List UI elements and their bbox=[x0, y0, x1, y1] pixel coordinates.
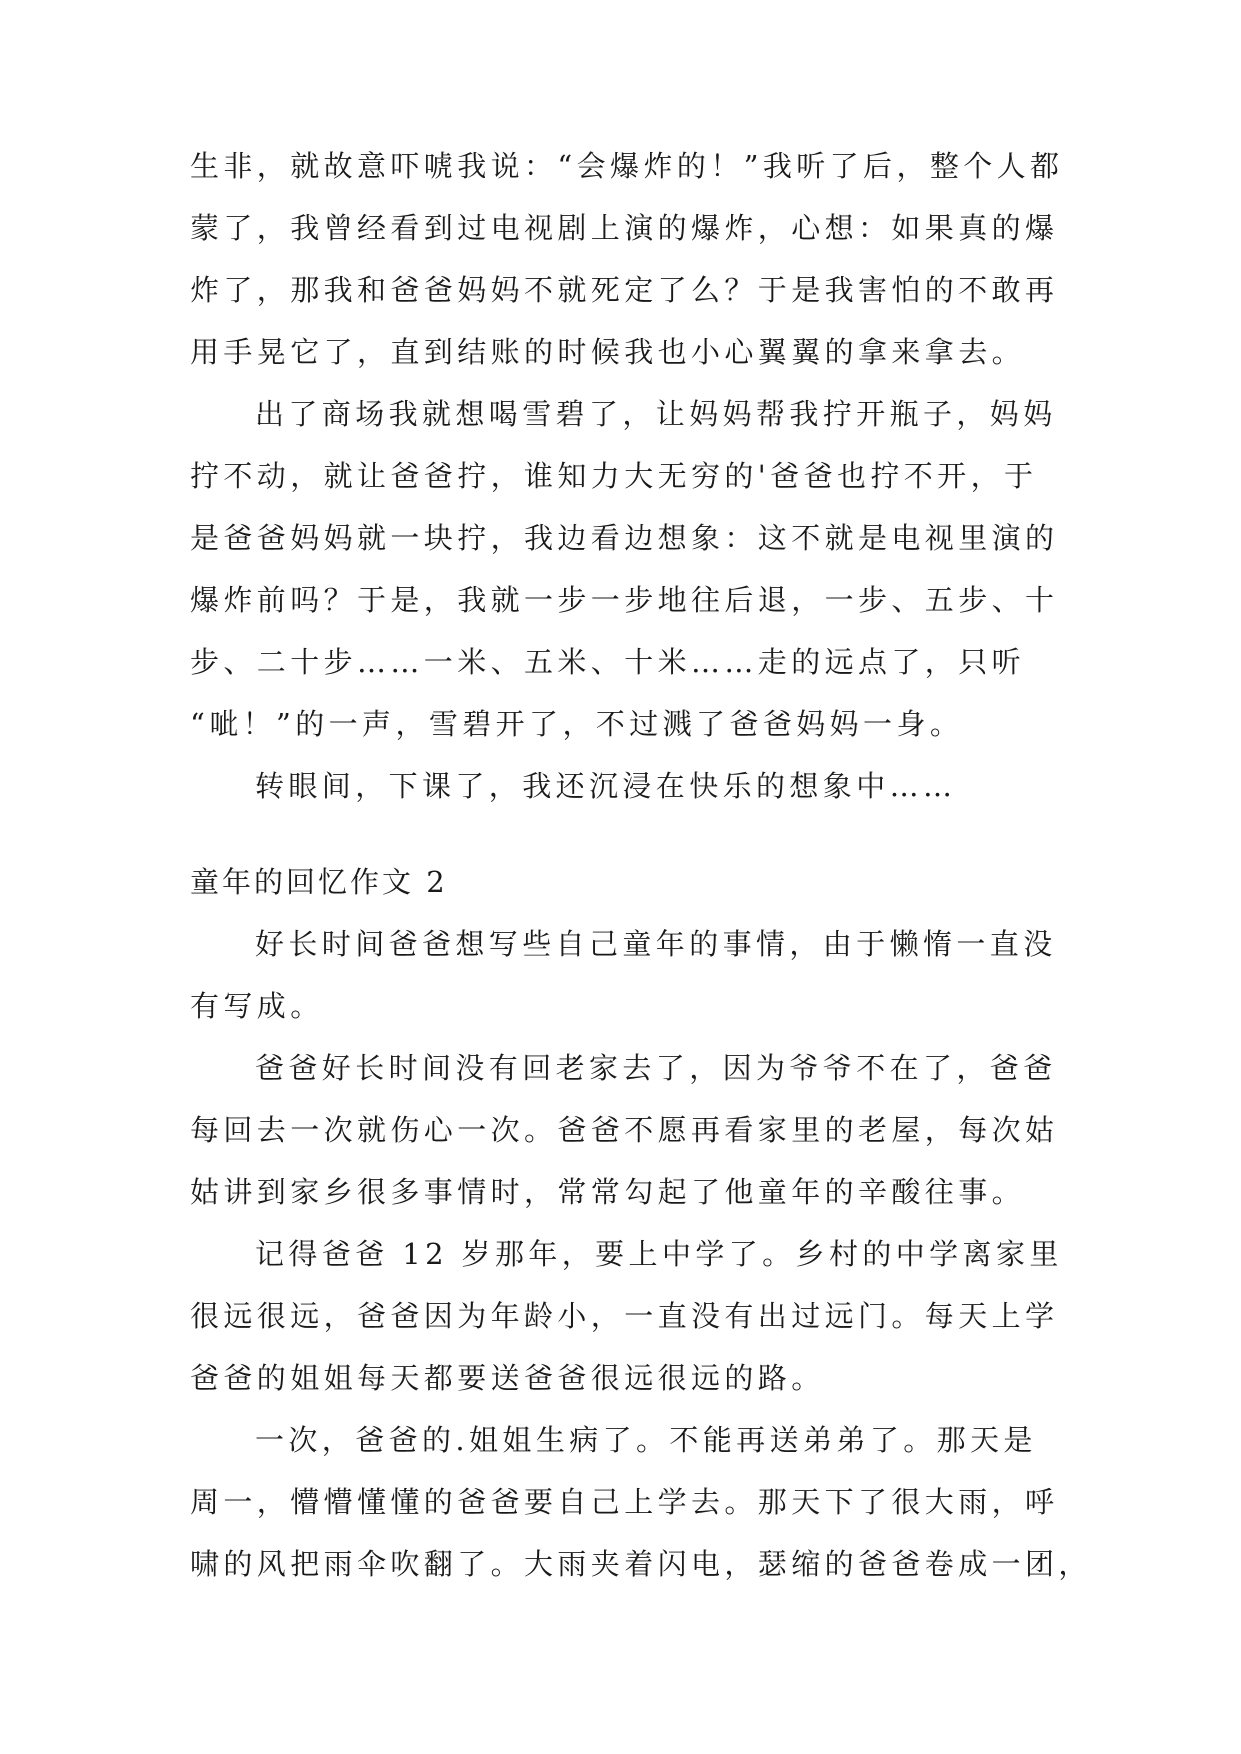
paragraph-first-line: 爸爸好长时间没有回老家去了，因为爷爷不在了，爸爸 bbox=[255, 1051, 1057, 1085]
text-line: 用手晃它了，直到结账的时候我也小心翼翼的拿来拿去。 bbox=[190, 335, 1026, 369]
text-line: 姑讲到家乡很多事情时，常常勾起了他童年的辛酸往事。 bbox=[190, 1175, 1026, 1209]
paragraph-first-line: 好长时间爸爸想写些自己童年的事情，由于懒惰一直没 bbox=[255, 927, 1057, 961]
paragraph-first-line: 一次，爸爸的.姐姐生病了。不能再送弟弟了。那天是 bbox=[255, 1423, 1037, 1457]
text-line: 生非，就故意吓唬我说：“会爆炸的！”我听了后，整个人都 bbox=[190, 149, 1064, 183]
text-line: 啸的风把雨伞吹翻了。大雨夹着闪电，瑟缩的爸爸卷成一团， bbox=[190, 1547, 1092, 1581]
text-line: 爸爸的姐姐每天都要送爸爸很远很远的路。 bbox=[190, 1361, 825, 1395]
paragraph-first-line: 出了商场我就想喝雪碧了，让妈妈帮我拧开瓶子，妈妈 bbox=[255, 397, 1057, 431]
text-line: 蒙了，我曾经看到过电视剧上演的爆炸，心想：如果真的爆 bbox=[190, 211, 1059, 245]
text-line: “呲！”的一声，雪碧开了，不过溅了爸爸妈妈一身。 bbox=[190, 707, 964, 741]
text-line: 拧不动，就让爸爸拧，谁知力大无穷的'爸爸也拧不开，于 bbox=[190, 459, 1038, 493]
text-line: 炸了，那我和爸爸妈妈不就死定了么？于是我害怕的不敢再 bbox=[190, 273, 1059, 307]
text-line: 有写成。 bbox=[190, 989, 324, 1023]
text-line: 很远很远，爸爸因为年龄小，一直没有出过远门。每天上学 bbox=[190, 1299, 1059, 1333]
text-line: 是爸爸妈妈就一块拧，我边看边想象：这不就是电视里演的 bbox=[190, 521, 1059, 555]
text-line: 周一，懵懵懂懂的爸爸要自己上学去。那天下了很大雨，呼 bbox=[190, 1485, 1059, 1519]
paragraph-first-line: 记得爸爸 12 岁那年，要上中学了。乡村的中学离家里 bbox=[255, 1237, 1063, 1271]
text-line: 每回去一次就伤心一次。爸爸不愿再看家里的老屋，每次姑 bbox=[190, 1113, 1059, 1147]
text-line: 爆炸前吗？于是，我就一步一步地往后退，一步、五步、十 bbox=[190, 583, 1059, 617]
section-heading: 童年的回忆作文 2 bbox=[190, 865, 448, 899]
paragraph-first-line: 转眼间，下课了，我还沉浸在快乐的想象中…… bbox=[255, 769, 957, 803]
text-line: 步、二十步……一米、五米、十米……走的远点了，只听 bbox=[190, 645, 1026, 679]
